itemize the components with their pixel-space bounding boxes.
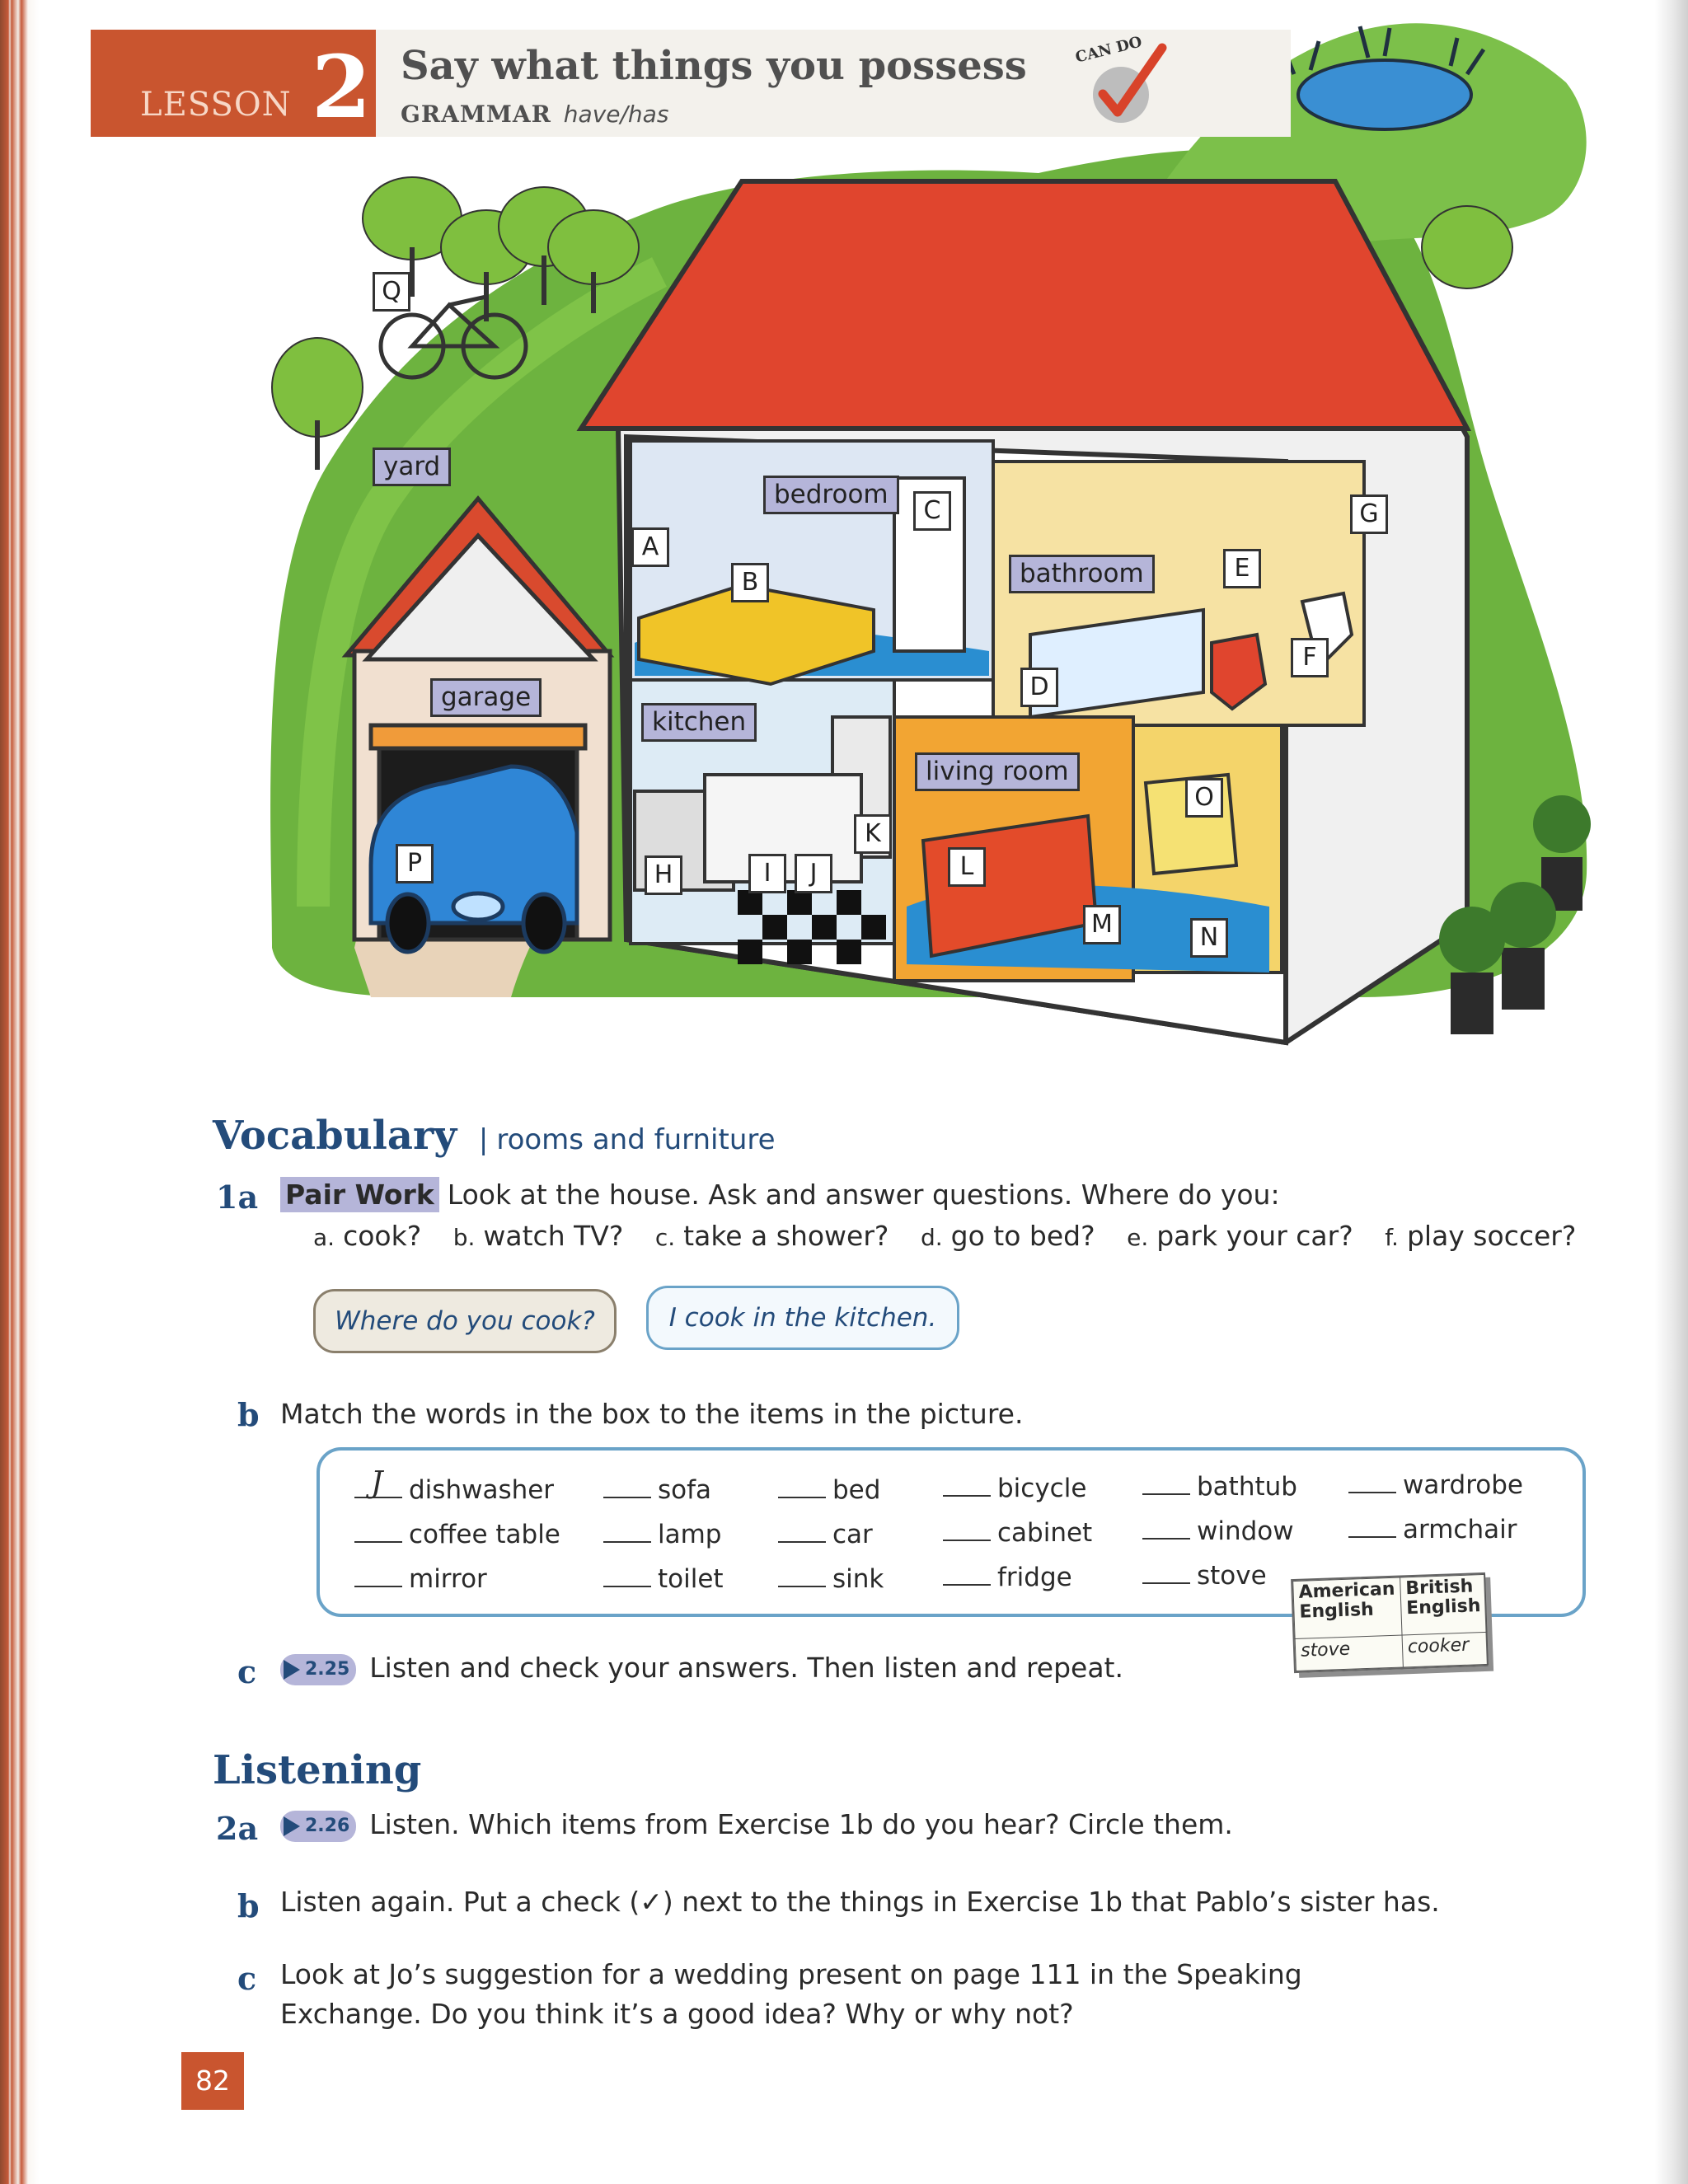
option-key: a. bbox=[313, 1224, 335, 1251]
option-key: e. bbox=[1127, 1224, 1149, 1251]
exercise-2a-number: 2a bbox=[216, 1810, 259, 1847]
exercise-2c-line-2: Exchange. Do you think it’s a good idea? Why or why not? bbox=[280, 1998, 1074, 2030]
exercise-2a-text: Listen. Which items from Exercise 1b do you hear? Circle them. bbox=[369, 1808, 1233, 1840]
letter-marker-l: L bbox=[948, 847, 986, 887]
room-label-kitchen: kitchen bbox=[641, 703, 757, 742]
vocabulary-heading: Vocabulary | rooms and furniture bbox=[213, 1113, 776, 1159]
word-item-bicycle bbox=[943, 1474, 1086, 1503]
letter-marker-e: E bbox=[1223, 549, 1261, 588]
answer-blank[interactable] bbox=[778, 1477, 826, 1498]
letter-marker-p: P bbox=[396, 844, 434, 883]
room-label-living-room: living room bbox=[915, 752, 1080, 791]
letter-marker-n: N bbox=[1190, 918, 1228, 958]
exercise-1c-text: Listen and check your answers. Then listen and repeat. bbox=[369, 1652, 1123, 1684]
answer-blank[interactable] bbox=[354, 1566, 402, 1587]
vocabulary-title: Vocabulary bbox=[213, 1113, 457, 1159]
pair-work-badge: Pair Work bbox=[280, 1177, 439, 1212]
exercise-1a-text: Look at the house. Ask and answer questions. Where do you: bbox=[447, 1179, 1280, 1211]
american-english-header: American English bbox=[1293, 1577, 1402, 1638]
letter-marker-f: F bbox=[1291, 638, 1329, 677]
word-label: sink bbox=[832, 1564, 884, 1594]
letter-marker-j: J bbox=[795, 854, 832, 893]
word-item-toilet bbox=[603, 1564, 724, 1594]
answer-blank[interactable] bbox=[943, 1520, 991, 1541]
word-item-wardrobe bbox=[1348, 1470, 1523, 1500]
play-icon bbox=[284, 1816, 300, 1836]
exercise-2c-letter: c bbox=[237, 1960, 257, 1997]
answer-blank[interactable] bbox=[354, 1521, 402, 1543]
letter-marker-q: Q bbox=[373, 272, 410, 312]
word-item-armchair bbox=[1348, 1515, 1517, 1544]
option-text: park your car? bbox=[1156, 1220, 1353, 1252]
exercise-1c-letter: c bbox=[237, 1653, 257, 1690]
word-label: dishwasher bbox=[409, 1475, 555, 1505]
letter-marker-m: M bbox=[1083, 905, 1121, 944]
exercise-1b-letter: b bbox=[237, 1396, 260, 1433]
answer-blank[interactable] bbox=[354, 1466, 402, 1500]
word-label: cabinet bbox=[997, 1518, 1093, 1548]
option-key: b. bbox=[452, 1224, 476, 1251]
answer-blank[interactable] bbox=[943, 1564, 991, 1586]
word-item-stove bbox=[1142, 1561, 1267, 1591]
word-item-sofa bbox=[603, 1475, 711, 1505]
lesson-label: LESSON bbox=[140, 86, 292, 124]
word-label: toilet bbox=[658, 1564, 724, 1594]
audio-track-number: 2.26 bbox=[305, 1815, 350, 1836]
can-do-badge bbox=[1071, 33, 1179, 132]
answer-blank[interactable] bbox=[1142, 1563, 1190, 1584]
audio-track-number: 2.25 bbox=[305, 1658, 350, 1680]
answer-blank[interactable] bbox=[1142, 1518, 1190, 1540]
american-british-note bbox=[1291, 1572, 1489, 1673]
letter-marker-a: A bbox=[631, 527, 669, 567]
word-label: stove bbox=[1197, 1561, 1267, 1591]
word-item-fridge bbox=[943, 1563, 1072, 1592]
word-item-window bbox=[1142, 1516, 1294, 1546]
option-text: take a shower? bbox=[683, 1220, 889, 1252]
word-label: fridge bbox=[997, 1563, 1072, 1592]
word-item-cabinet bbox=[943, 1518, 1092, 1548]
option-text: play soccer? bbox=[1406, 1220, 1577, 1252]
word-item-sink bbox=[778, 1564, 884, 1594]
answer-blank[interactable] bbox=[943, 1475, 991, 1497]
answer-blank[interactable] bbox=[1142, 1474, 1190, 1495]
exercise-1b-instruction: Match the words in the box to the items in the picture. bbox=[280, 1398, 1024, 1430]
can-do-label: CAN DO bbox=[1073, 33, 1144, 67]
letter-marker-o: O bbox=[1185, 778, 1223, 818]
house-illustration bbox=[0, 0, 1688, 1071]
answer-blank[interactable] bbox=[603, 1566, 651, 1587]
word-label: sofa bbox=[658, 1475, 712, 1505]
room-label-garage: garage bbox=[430, 678, 542, 717]
grammar-topic: have/has bbox=[563, 101, 669, 128]
option-text: watch TV? bbox=[483, 1220, 624, 1252]
vocabulary-subheading: rooms and furniture bbox=[496, 1123, 776, 1156]
word-label: bicycle bbox=[997, 1474, 1087, 1503]
letter-marker-h: H bbox=[645, 855, 682, 895]
letter-marker-d: D bbox=[1020, 668, 1058, 707]
letter-marker-g: G bbox=[1350, 494, 1388, 534]
exercise-2a-line bbox=[280, 1808, 1233, 1842]
word-label: lamp bbox=[658, 1520, 722, 1549]
grammar-label: GRAMMAR bbox=[401, 101, 551, 128]
speech-bubble-answer: I cook in the kitchen. bbox=[646, 1286, 959, 1350]
word-label: car bbox=[832, 1520, 873, 1549]
answer-blank[interactable] bbox=[603, 1521, 651, 1543]
option-key: d. bbox=[920, 1224, 943, 1251]
american-word: stove bbox=[1295, 1635, 1403, 1671]
lesson-banner bbox=[91, 30, 376, 137]
answer-blank[interactable] bbox=[603, 1477, 651, 1498]
page-title: Say what things you possess bbox=[401, 43, 1027, 89]
room-label-bathroom: bathroom bbox=[1009, 555, 1155, 593]
word-label: coffee table bbox=[409, 1520, 560, 1549]
exercise-2c-line-1: Look at Jo’s suggestion for a wedding present on page 111 in the Speaking bbox=[280, 1958, 1302, 1990]
word-label: bed bbox=[832, 1475, 881, 1505]
letter-marker-b: B bbox=[731, 563, 769, 602]
listening-heading: Listening bbox=[213, 1747, 422, 1793]
grammar-line bbox=[401, 101, 668, 128]
option-key: f. bbox=[1385, 1224, 1399, 1251]
word-label: wardrobe bbox=[1403, 1470, 1524, 1500]
word-label: bathtub bbox=[1197, 1472, 1297, 1502]
letter-marker-c: C bbox=[913, 491, 951, 531]
word-label: mirror bbox=[409, 1564, 487, 1594]
word-item-dishwasher bbox=[354, 1466, 555, 1505]
word-item-mirror bbox=[354, 1564, 487, 1594]
word-item-bathtub bbox=[1142, 1472, 1297, 1502]
letter-marker-k: K bbox=[854, 814, 892, 854]
british-word: cooker bbox=[1402, 1632, 1489, 1667]
exercise-1c-line bbox=[280, 1652, 1123, 1685]
room-label-bedroom: bedroom bbox=[763, 476, 899, 514]
exercise-2b-instruction: Listen again. Put a check (✓) next to the things in Exercise 1b that Pablo’s sister has. bbox=[280, 1886, 1440, 1918]
option-text: go to bed? bbox=[950, 1220, 1095, 1252]
option-text: cook? bbox=[343, 1220, 422, 1252]
room-label-yard: yard bbox=[373, 448, 451, 486]
play-icon bbox=[284, 1660, 300, 1680]
page-number: 82 bbox=[181, 2052, 244, 2110]
answer-blank[interactable] bbox=[778, 1521, 826, 1543]
word-label: armchair bbox=[1403, 1515, 1517, 1544]
exercise-1a-options bbox=[313, 1220, 1576, 1252]
answer-blank[interactable] bbox=[1348, 1472, 1396, 1493]
option-key: c. bbox=[654, 1224, 676, 1251]
word-item-bed bbox=[778, 1475, 880, 1505]
british-english-header: British English bbox=[1400, 1574, 1487, 1634]
audio-track-button[interactable] bbox=[280, 1811, 356, 1842]
word-item-car bbox=[778, 1520, 873, 1549]
exercise-1a-number: 1a bbox=[216, 1179, 259, 1216]
word-item-lamp bbox=[603, 1520, 722, 1549]
exercise-2b-letter: b bbox=[237, 1887, 260, 1924]
example-answer: J bbox=[371, 1466, 383, 1500]
audio-track-button[interactable] bbox=[280, 1654, 356, 1685]
answer-blank[interactable] bbox=[1348, 1516, 1396, 1538]
lesson-number: 2 bbox=[312, 36, 372, 138]
word-item-coffee-table bbox=[354, 1520, 560, 1549]
exercise-1a-instruction bbox=[280, 1179, 1280, 1211]
word-label: window bbox=[1197, 1516, 1294, 1546]
letter-marker-i: I bbox=[748, 854, 786, 893]
answer-blank[interactable] bbox=[778, 1566, 826, 1587]
speech-bubble-question: Where do you cook? bbox=[313, 1289, 617, 1353]
